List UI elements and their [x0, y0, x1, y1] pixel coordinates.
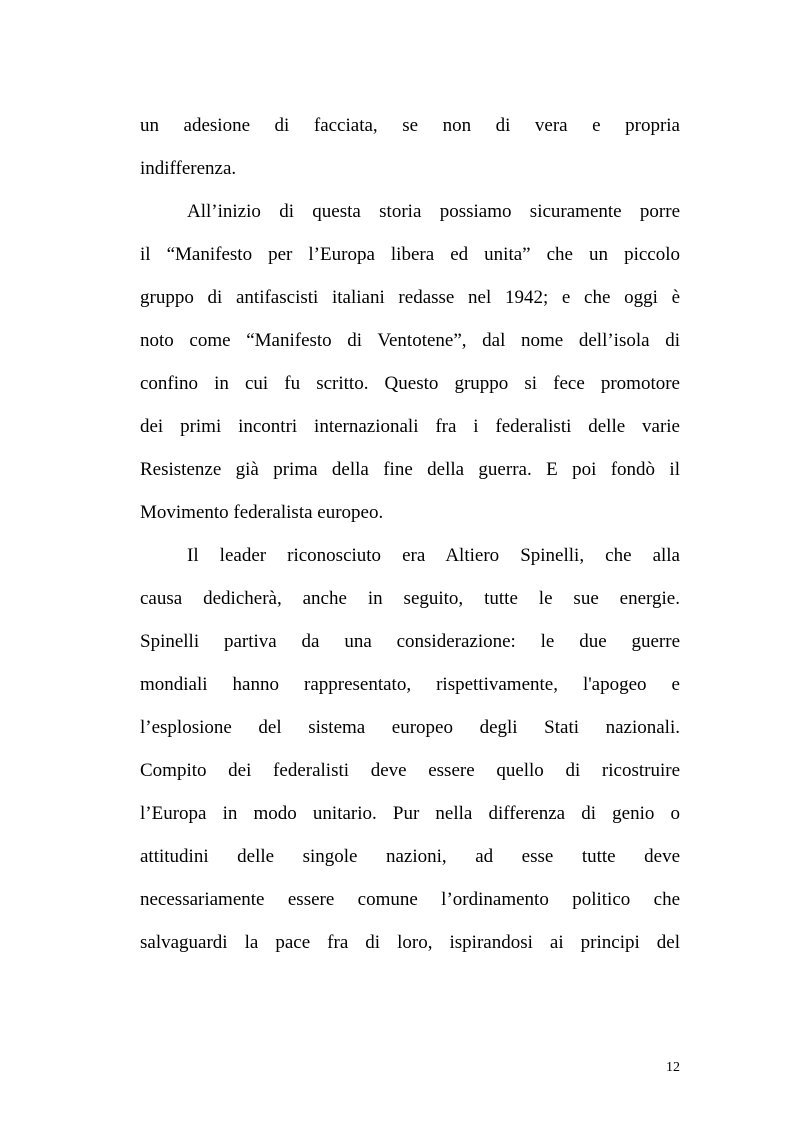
- text-line: Spinelli partiva da una considerazione: le due guerre: [140, 631, 680, 652]
- text-line: causa dedicherà, anche in seguito, tutte le sue energie.: [140, 588, 680, 609]
- text-line: salvaguardi la pace fra di loro, ispirandosi ai principi del: [140, 932, 680, 953]
- paragraph-first-line: Il leader riconosciuto era Altiero Spinelli, che alla: [187, 545, 680, 566]
- text-line: gruppo di antifascisti italiani redasse nel 1942; e che oggi è: [140, 287, 680, 308]
- text-line: mondiali hanno rappresentato, rispettivamente, l'apogeo e: [140, 674, 680, 695]
- text-line: dei primi incontri internazionali fra i federalisti delle varie: [140, 416, 680, 437]
- text-line: Movimento federalista europeo.: [140, 502, 384, 523]
- text-line: l’esplosione del sistema europeo degli Stati nazionali.: [140, 717, 680, 738]
- text-line: noto come “Manifesto di Ventotene”, dal nome dell’isola di: [140, 330, 680, 351]
- paragraph-first-line: All’inizio di questa storia possiamo sicuramente porre: [187, 201, 680, 222]
- text-line: l’Europa in modo unitario. Pur nella differenza di genio o: [140, 803, 680, 824]
- page-number: 12: [666, 1060, 680, 1075]
- text-line: attitudini delle singole nazioni, ad esse tutte deve: [140, 846, 680, 867]
- text-line: il “Manifesto per l’Europa libera ed unita” che un piccolo: [140, 244, 680, 265]
- body-text: [140, 104, 680, 964]
- text-line: Compito dei federalisti deve essere quello di ricostruire: [140, 760, 680, 781]
- text-line: necessariamente essere comune l’ordinamento politico che: [140, 889, 680, 910]
- text-line: confino in cui fu scritto. Questo gruppo si fece promotore: [140, 373, 680, 394]
- text-line: indifferenza.: [140, 158, 237, 179]
- text-line: un adesione di facciata, se non di vera e propria: [140, 115, 680, 136]
- text-line: Resistenze già prima della fine della guerra. E poi fondò il: [140, 459, 680, 480]
